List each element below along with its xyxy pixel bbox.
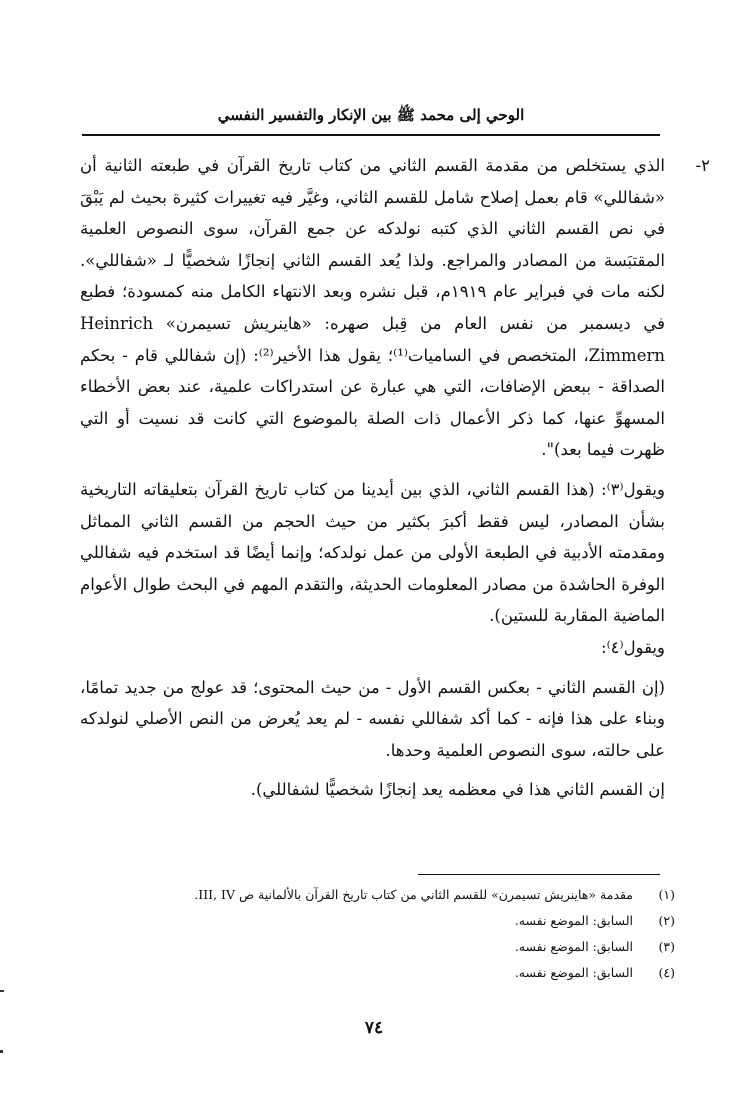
header-divider [82,134,660,136]
scan-edge-mark [0,1050,3,1053]
footnote-divider [418,874,660,875]
paragraph-3: ويقول⁽٤⁾: [601,637,665,657]
footnote-number: (١) [658,887,675,902]
body-text [80,150,665,806]
footnotes [100,882,675,986]
footnote-number: (٤) [658,965,675,980]
paragraph-1: الذي يستخلص من مقدمة القسم الثاني من كتاب تاريخ القرآن في طبعته الثانية أن «شفاللي» قام بعمل إصلاح شامل للقسم الثاني، وغيَّر فيه تغييرات كثيرة بحيث لم يَبْقَ في نص القسم الثاني الذي كتبه نولدكه عن جمع القرآن، سوى النصوص العلمية المقتبَسة من المصادر والمراجع. ولذا يُعد القسم الثاني إنجازًا شخصيًّا لـ «شفاللي». لكنه مات في فبراير عام ١٩١٩م، قبل نشره وبعد الانتهاء الكامل منه كمسودة؛ فطبع في ديسمبر من نفس العام من قِبل صهره: «هاينريش تسيمرن» Heinrich Zimmern، المتخصص في الساميات⁽¹⁾؛ يقول هذا الأخير⁽²⁾: (إن شفاللي قام - بحكم الصداقة - ببعض الإضافات، التي هي عبارة عن استدراكات علمية، عند بعض الأخطاء المسهوِّ عنها، كما ذكر الأعمال ذات الصلة بالموضوع التي كانت قد نسيت أو التي ظهرت فيما بعد)". [80,156,666,460]
footnote-number: (٢) [658,913,675,928]
footnote-text: مقدمة «هاينريش تسيمرن» للقسم الثاني من كتاب تاريخ القرآن بالألمانية ص III, IV. [194,887,633,902]
footnote-3 [100,934,675,960]
paragraph-2: ويقول⁽٣⁾: (هذا القسم الثاني، الذي بين أيدينا من كتاب تاريخ القرآن بتعليقاته التاريخية بشأن المصادر، ليس فقط أكبرَ بكثير من حيث الحجم من القسم الثاني المماثل ومقدمته الأدبية في الطبعة الأولى من عمل نولدكه؛ وإنما أيضًا قد استخدم فيه شفاللي الوفرة الحاشدة من مصادر المعلومات الحديثة، والتقدم المهم في البحث طوال الأعوام الماضية المقاربة للستين). [80,479,665,626]
paragraph-5: إن القسم الثاني هذا في معظمه يعد إنجازًا شخصيًّا لشفاللي). [250,780,665,800]
footnote-text: السابق: الموضع نفسه. [514,965,633,980]
footnote-4 [100,960,675,986]
paragraph-4: (إن القسم الثاني - بعكس القسم الأول - من حيث المحتوى؛ قد عولج من جديد تمامًا، وبناء على هذا فإنه - كما أكد شفاللي نفسه - لم يعد يُعرض من النص الأصلي لنولدكه على حالته، سوى النصوص العلمية وحدها. [80,677,665,760]
page-number: ٧٤ [364,1018,384,1038]
running-header: الوحي إلى محمد ﷺ بين الإنكار والتفسير النفسي [217,106,525,124]
scan-edge-mark [0,990,4,992]
footnote-1 [100,882,675,908]
item-number: ٢- [695,156,710,175]
footnote-2 [100,908,675,934]
footnote-text: السابق: الموضع نفسه. [514,913,633,928]
footnote-text: السابق: الموضع نفسه. [514,939,633,954]
footnote-number: (٣) [658,939,675,954]
